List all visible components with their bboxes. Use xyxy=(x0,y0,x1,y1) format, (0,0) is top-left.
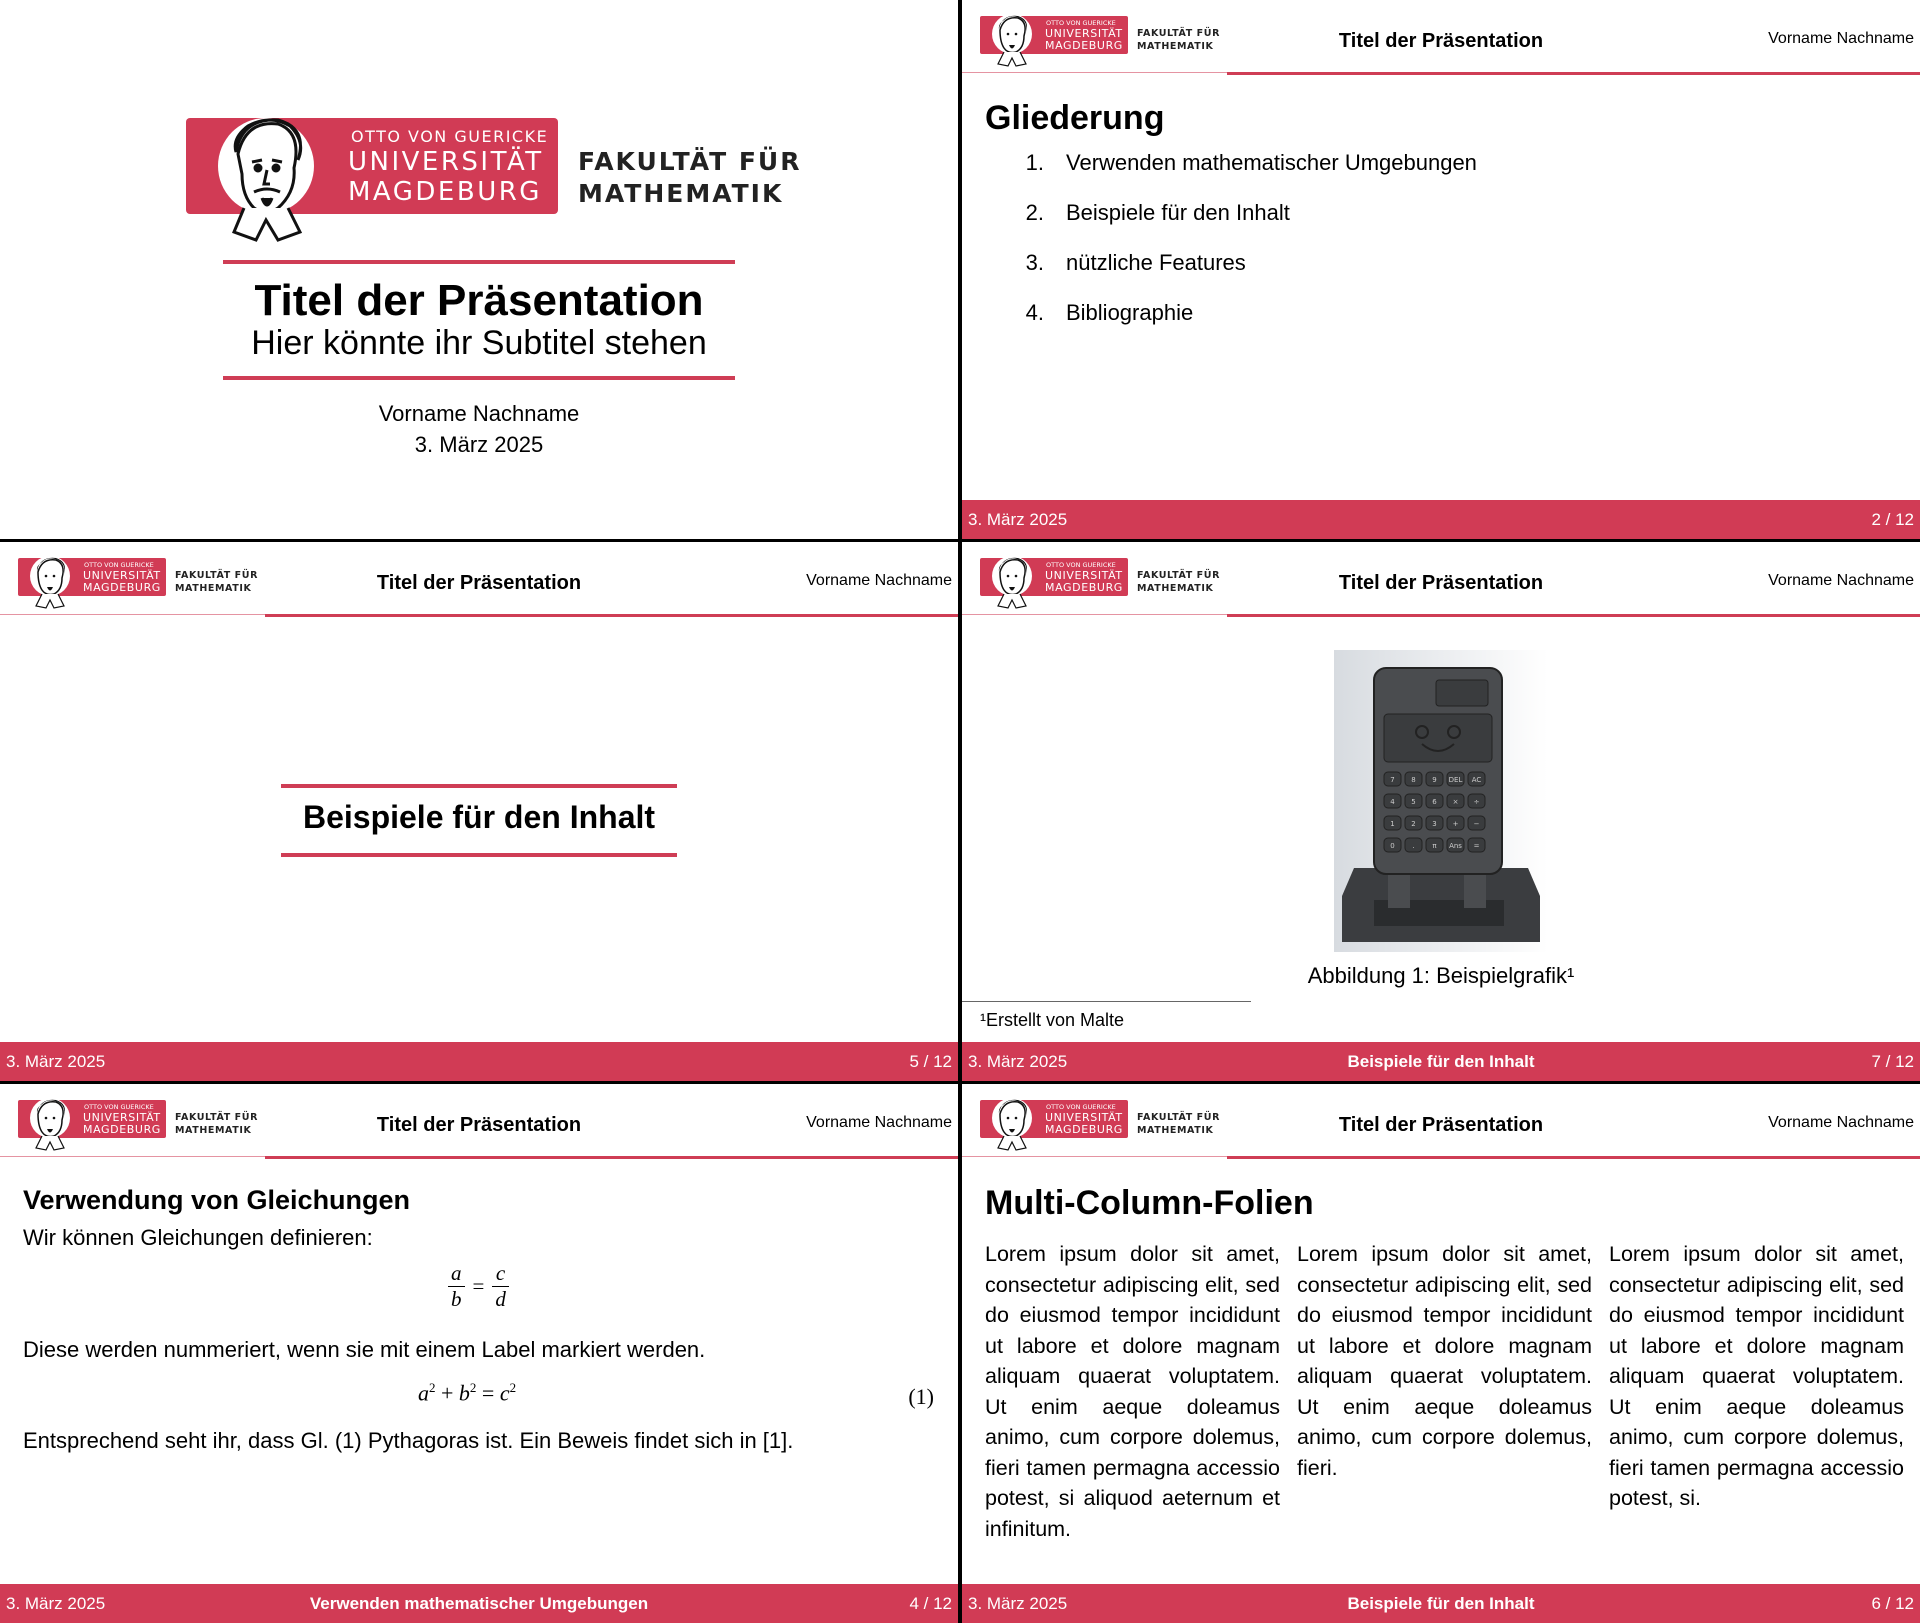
svg-text:FAKULTÄT FÜR: FAKULTÄT FÜR xyxy=(1137,1112,1221,1123)
title-rule-bottom xyxy=(223,376,735,380)
footer-page-number: 6 / 12 xyxy=(1871,1594,1914,1613)
section-rule-bottom xyxy=(281,853,677,857)
header-title: Titel der Präsentation xyxy=(1338,30,1544,52)
header-rule-thin xyxy=(962,72,1227,73)
calculator-key-label: 5 xyxy=(1411,798,1416,806)
header-rule-thin xyxy=(0,1156,265,1157)
header-rule-thin xyxy=(962,614,1227,615)
svg-text:OTTO VON GUERICKE: OTTO VON GUERICKE xyxy=(84,561,154,569)
footnote: ¹Erstellt von Malte xyxy=(980,1010,1125,1030)
slide-header xyxy=(0,1084,958,1157)
calculator-key-label: − xyxy=(1473,820,1480,828)
title-rule-top xyxy=(223,260,735,264)
faculty-line2: MATHEMATIK xyxy=(578,179,784,208)
footer-page-number: 5 / 12 xyxy=(909,1052,952,1071)
calculator-key-label: 9 xyxy=(1432,776,1437,784)
header-author: Vorname Nachname xyxy=(1768,1114,1914,1131)
header-author: Vorname Nachname xyxy=(1768,572,1914,589)
svg-text:MATHEMATIK: MATHEMATIK xyxy=(1137,1125,1214,1136)
slide-footer xyxy=(962,1042,1920,1081)
slide-header xyxy=(962,542,1920,615)
svg-text:MATHEMATIK: MATHEMATIK xyxy=(1137,583,1214,594)
header-title: Titel der Präsentation xyxy=(376,572,582,594)
svg-text:FAKULTÄT FÜR: FAKULTÄT FÜR xyxy=(175,1112,259,1123)
figure-caption: Abbildung 1: Beispielgrafik¹ xyxy=(1307,963,1575,988)
guericke-portrait-icon xyxy=(234,120,301,240)
svg-text:MAGDEBURG: MAGDEBURG xyxy=(1045,1123,1123,1136)
calculator-key-label: 4 xyxy=(1390,798,1395,806)
svg-text:MATHEMATIK: MATHEMATIK xyxy=(1137,41,1214,52)
calculator-figure[interactable] xyxy=(1334,650,1548,957)
footer-section: Beispiele für den Inhalt xyxy=(1347,1594,1535,1613)
calculator-key-label: × xyxy=(1452,798,1459,806)
header-rule xyxy=(1227,72,1920,75)
calculator-key-label: + xyxy=(1452,820,1459,828)
svg-text:OTTO VON GUERICKE: OTTO VON GUERICKE xyxy=(84,1103,154,1111)
text-column-1: Lorem ipsum dolor sit amet, consectetur adipiscing elit, sed do eiusmod tempor incididunt ut labore et dolore magnam aliquam quaerat voluptatem. Ut enim aeque doleamus animo, cum corpore dolemus, fieri tamen permagna accessio potest, si aliquod aeternum et infinitum. xyxy=(985,1242,1280,1541)
header-author: Vorname Nachname xyxy=(806,572,952,589)
slide-footer xyxy=(0,1042,958,1081)
slide-footer xyxy=(0,1584,958,1623)
header-title: Titel der Präsentation xyxy=(1338,1114,1544,1136)
logo-line2: UNIVERSITÄT xyxy=(348,147,544,177)
university-logo-large xyxy=(186,112,802,247)
pythagoras-equation: $a^2 + b^2 = c^2$ xyxy=(418,1380,517,1406)
fraction-equation: a b = c d xyxy=(448,1261,509,1312)
outline-slide[interactable] xyxy=(962,0,1920,539)
svg-text:FAKULTÄT FÜR: FAKULTÄT FÜR xyxy=(1137,28,1221,39)
calculator-key-label: 6 xyxy=(1432,798,1437,806)
svg-text:MATHEMATIK: MATHEMATIK xyxy=(175,583,252,594)
footer-date: 3. März 2025 xyxy=(6,1052,106,1071)
frame-title: Verwendung von Gleichungen xyxy=(23,1185,411,1215)
slide-footer xyxy=(962,500,1920,539)
faculty-line1: FAKULTÄT FÜR xyxy=(578,147,802,176)
svg-text:MAGDEBURG: MAGDEBURG xyxy=(83,581,161,594)
footer-date: 3. März 2025 xyxy=(6,1594,106,1613)
header-title: Titel der Präsentation xyxy=(376,1114,582,1136)
header-author: Vorname Nachname xyxy=(1768,30,1914,47)
header-title: Titel der Präsentation xyxy=(1338,572,1544,594)
equation-slide[interactable] xyxy=(0,1084,958,1623)
calculator-key-label: 8 xyxy=(1411,776,1416,784)
calculator-key-label: 0 xyxy=(1390,842,1395,850)
calculator-key-label: . xyxy=(1412,842,1415,850)
title-slide[interactable] xyxy=(0,0,958,539)
header-rule-thin xyxy=(962,1156,1227,1157)
svg-text:UNIVERSITÄT: UNIVERSITÄT xyxy=(1045,569,1123,582)
svg-text:UNIVERSITÄT: UNIVERSITÄT xyxy=(1045,1111,1123,1124)
svg-text:MAGDEBURG: MAGDEBURG xyxy=(1045,581,1123,594)
outline-item[interactable]: 3. nützliche Features xyxy=(1025,250,1246,275)
footer-date: 3. März 2025 xyxy=(968,510,1068,529)
footer-page-number: 2 / 12 xyxy=(1871,510,1914,529)
paragraph: Wir können Gleichungen definieren: xyxy=(23,1225,373,1250)
svg-text:OTTO VON GUERICKE: OTTO VON GUERICKE xyxy=(1046,561,1116,569)
calculator-key-label: 2 xyxy=(1411,820,1416,828)
footer-section: Verwenden mathematischer Umgebungen xyxy=(309,1594,649,1613)
calculator-key-label: AC xyxy=(1471,776,1482,784)
outline-item[interactable]: 4. Bibliographie xyxy=(1025,300,1194,325)
presentation-subtitle: Hier könnte ihr Subtitel stehen xyxy=(251,324,707,362)
footer-page-number: 4 / 12 xyxy=(909,1594,952,1613)
figure-slide[interactable] xyxy=(962,542,1920,1081)
calculator-key-label: 1 xyxy=(1390,820,1395,828)
svg-text:MAGDEBURG: MAGDEBURG xyxy=(83,1123,161,1136)
svg-text:UNIVERSITÄT: UNIVERSITÄT xyxy=(83,1111,161,1124)
svg-text:FAKULTÄT FÜR: FAKULTÄT FÜR xyxy=(175,570,259,581)
svg-text:OTTO VON GUERICKE: OTTO VON GUERICKE xyxy=(1046,19,1116,27)
svg-text:UNIVERSITÄT: UNIVERSITÄT xyxy=(83,569,161,582)
calculator-key-label: Ans xyxy=(1449,842,1462,850)
footer-date: 3. März 2025 xyxy=(968,1594,1068,1613)
header-rule xyxy=(1227,1156,1920,1159)
paragraph: Diese werden nummeriert, wenn sie mit einem Label markiert werden. xyxy=(23,1337,706,1362)
frame-title: Gliederung xyxy=(985,99,1165,137)
footer-page-number: 7 / 12 xyxy=(1871,1052,1914,1071)
calculator-key-label: ÷ xyxy=(1473,798,1480,806)
presentation-title: Titel der Präsentation xyxy=(254,276,704,325)
section-title: Beispiele für den Inhalt xyxy=(302,799,656,835)
presentation-author: Vorname Nachname xyxy=(378,401,580,426)
header-author: Vorname Nachname xyxy=(806,1114,952,1131)
slide-header xyxy=(0,542,958,615)
svg-text:OTTO VON GUERICKE: OTTO VON GUERICKE xyxy=(1046,1103,1116,1111)
header-rule xyxy=(265,1156,958,1159)
slide-header xyxy=(962,0,1920,73)
text-column-2: Lorem ipsum dolor sit amet, consectetur adipiscing elit, sed do eiusmod tempor incididunt ut labore et dolore magnam aliquam quaerat voluptatem. Ut enim aeque doleamus animo, cum corpore dolemus, fieri. xyxy=(1297,1242,1592,1480)
svg-text:FAKULTÄT FÜR: FAKULTÄT FÜR xyxy=(1137,570,1221,581)
text-column-3: Lorem ipsum dolor sit amet, consectetur adipiscing elit, sed do eiusmod tempor incididunt ut labore et dolore magnam aliquam quaerat voluptatem. Ut enim aeque doleamus animo, cum corpore dolemus, fieri tamen permagna accessio potest, si. xyxy=(1609,1242,1904,1510)
equation-number: (1) xyxy=(908,1384,934,1409)
calculator-key-label: = xyxy=(1473,842,1480,850)
svg-text:MAGDEBURG: MAGDEBURG xyxy=(1045,39,1123,52)
footer-section: Beispiele für den Inhalt xyxy=(1347,1052,1535,1071)
svg-text:MATHEMATIK: MATHEMATIK xyxy=(175,1125,252,1136)
section-rule-top xyxy=(281,784,677,788)
presentation-date: 3. März 2025 xyxy=(414,432,544,457)
outline-item[interactable]: 1. Verwenden mathematischer Umgebungen xyxy=(1025,150,1477,175)
header-rule xyxy=(265,614,958,617)
outline-item[interactable]: 2. Beispiele für den Inhalt xyxy=(1025,200,1290,225)
columns-slide[interactable] xyxy=(962,1084,1920,1623)
slide-header xyxy=(962,1084,1920,1157)
header-rule-thin xyxy=(0,614,265,615)
svg-text:UNIVERSITÄT: UNIVERSITÄT xyxy=(1045,27,1123,40)
header-rule xyxy=(1227,614,1920,617)
calculator-key-label: 7 xyxy=(1390,776,1395,784)
calculator-key-label: 3 xyxy=(1432,820,1437,828)
paragraph: Entsprechend seht ihr, dass Gl. (1) Pythagoras ist. Ein Beweis findet sich in [1]. xyxy=(23,1428,794,1453)
footer-date: 3. März 2025 xyxy=(968,1052,1068,1071)
section-slide[interactable] xyxy=(0,542,958,1081)
slide-footer xyxy=(962,1584,1920,1623)
frame-title: Multi-Column-Folien xyxy=(985,1184,1314,1222)
logo-line1: OTTO VON GUERICKE xyxy=(351,127,549,146)
calculator-key-label: DEL xyxy=(1448,776,1463,784)
logo-line3: MAGDEBURG xyxy=(348,177,542,207)
footnote-rule xyxy=(962,1001,1251,1002)
calculator-key-label: π xyxy=(1432,842,1437,850)
outline-list xyxy=(1002,150,1477,350)
